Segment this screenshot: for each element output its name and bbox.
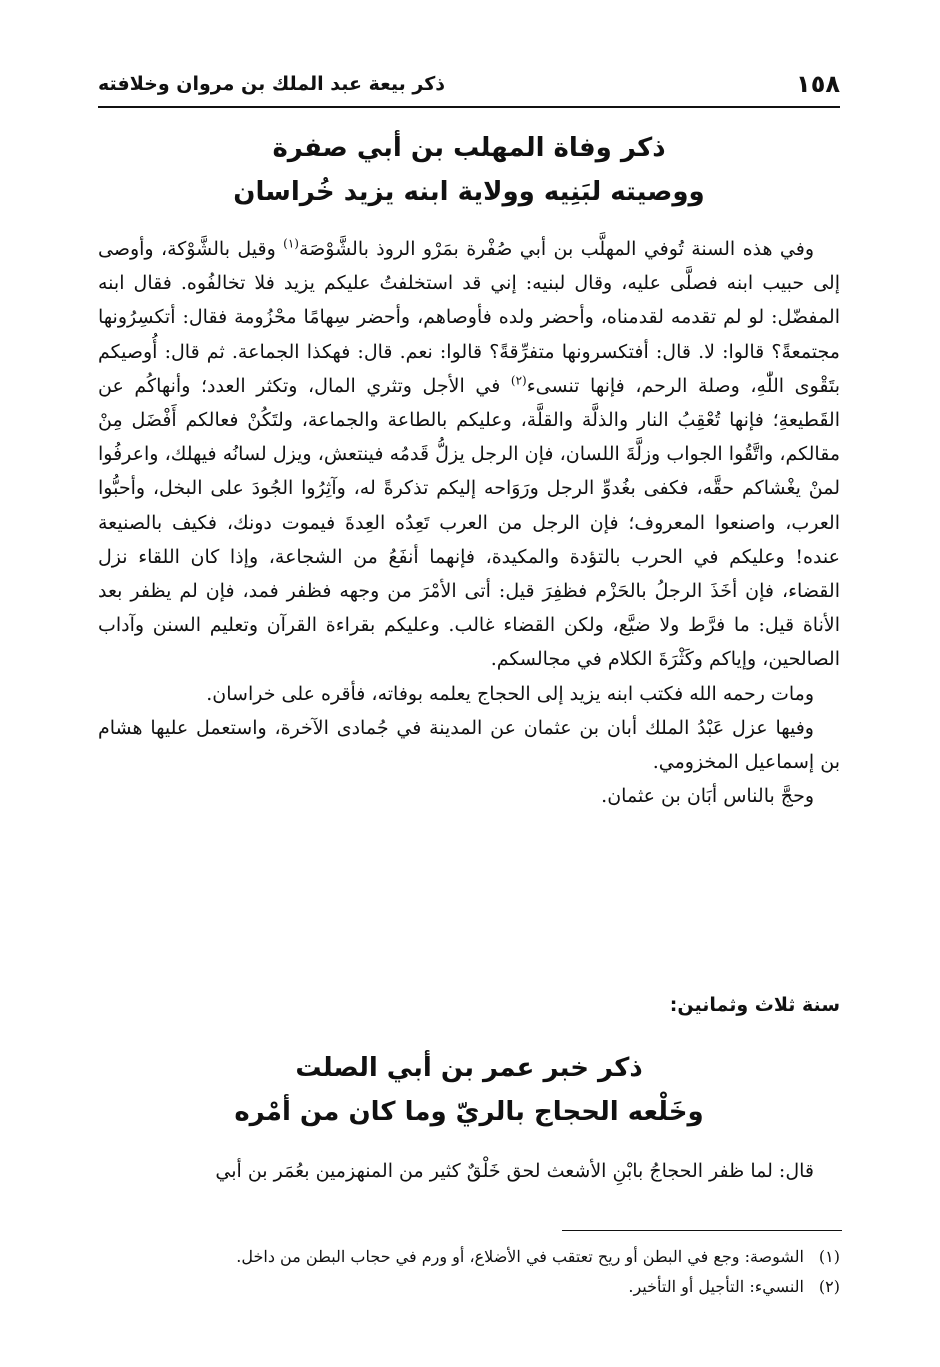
footnote-divider bbox=[562, 1230, 842, 1231]
section-heading-umar-ibn-abi-salt bbox=[98, 1046, 840, 1134]
paragraph-umar-story-start: قال: لما ظفر الحجاجُ بابْنِ الأشعث لحق خَلْقٌ كثير من المنهزمين بعُمَر بن أبي bbox=[215, 1160, 814, 1182]
footnote-reference-1: (١) bbox=[283, 236, 299, 251]
paragraph-text-part-1: وفي هذه السنة تُوفي المهلَّب بن أبي صُفْرة بمَرْو الروذ بالشَّوْصَة bbox=[298, 238, 815, 260]
section-title-line-1: ذكر وفاة المهلب بن أبي صفرة bbox=[272, 133, 666, 163]
paragraph-text-part-2: وقيل بالشَّوْكة، وأوصى إلى حبيب ابنه فصلَّى عليه، وقال لبنيه: إني قد استخلفتُ عليكم يزيد فلا تخالفُوه. فقال ابنه المفضّل: لو لم تقدمه لقدمناه، وأحضر ولده فأوصاهم، وأحضر سِهامًا محْزُومة فقال: أتكسِرُونها مجتمعةً؟ قالوا: لا. قال: أفتكسرونها متفرِّقةً؟ قالوا: نعم. قال: فهكذا الجماعة. ثم قال: أُوصيكم بتَقْوى اللّٰهِ، وصلة الرحم، فإنها تنسىء bbox=[98, 238, 840, 397]
footnote-2 bbox=[98, 1272, 840, 1302]
section-heading-death-of-muhallab bbox=[98, 126, 840, 214]
footnotes bbox=[98, 1242, 840, 1302]
footnote-number: (٢) bbox=[818, 1277, 840, 1296]
paragraph-text-part-3: في الأجل وتثري المال، وتكثر العدد؛ وأنهاكُم عن القَطيعةِ؛ فإنها تُعْقِبُ النار والذلَّة والقلَّة، وعليكم بالطاعة والجماعة، ولتَكُنْ فعالكم أَفْضَل مِنْ مقالكم، واتَّقُوا الجواب وزلَّةَ اللسان، فإن الرجل يزلُّ قَدمُه فينتعش، ويزل لسانُه فيهلك، واعرفُوا لمنْ يغْشاكم حقَّه، فكفى بغُدوِّ الرجل ورَوَاحه إليكم تذكرةً له، وآثِرُوا الجُودَ على البخل، وأحبُّوا العرب، واصنعوا المعروف؛ فإن الرجل من العرب تَعِدُه العِدةَ فيموت دونك، فكيف بالصنيعة عنده! وعليكم في الحرب بالتؤدة والمكيدة، فإنهما أنفَعُ من الشجاعة، وإذا كان اللقاء نزل القضاء، فإن أخَذَ الرجلُ بالحَزْم فظفِرَ قيل: أتى الأمْرَ من وجهه فظفر فمد، فإن لم يظفر بعد الأناة قيل: ما فرَّط ولا ضيَّع، ولكن القضاء غالب. وعليكم بقراءة القرآن وتعليم السنن وآداب الصالحين، وإياكم وكَثْرَةَ الكلام في مجالسكم. bbox=[98, 374, 840, 671]
footnote-text: الشوصة: وجع في البطن أو ريح تعتقب في الأضلاع، أو ورم في حجاب البطن من داخل. bbox=[236, 1247, 804, 1266]
paragraph-governor-change: وفيها عزل عَبْدُ الملك أبان بن عثمان عن المدينة في جُمادى الآخرة، واستعمل عليها هشام بن إسماعيل المخزومي. bbox=[98, 716, 840, 774]
running-header bbox=[98, 62, 840, 108]
section-title-line-2: ووصيته لبَنِيه وولاية ابنه يزيد خُراسان bbox=[233, 177, 705, 207]
footnote-reference-2: (٢) bbox=[510, 373, 527, 388]
section-title-line-1: ذكر خبر عمر بن أبي الصلت bbox=[295, 1053, 643, 1083]
section-title-line-2: وخَلْعه الحجاج بالريّ وما كان من أمْره bbox=[234, 1097, 704, 1127]
paragraph-muhallab-testament bbox=[98, 232, 840, 677]
paragraph-death-notice: ومات رحمه الله فكتب ابنه يزيد إلى الحجاج يعلمه بوفاته، فأقره على خراسان. bbox=[206, 682, 814, 705]
footnote-number: (١) bbox=[818, 1247, 840, 1266]
body-text-block bbox=[98, 232, 840, 813]
footnote-text: النسيء: التأجيل أو التأخير. bbox=[628, 1277, 804, 1296]
footnote-1 bbox=[98, 1242, 840, 1272]
running-title: ذكر بيعة عبد الملك بن مروان وخلافته bbox=[98, 73, 445, 95]
paragraph-pilgrimage: وحجَّ بالناس أبَان بن عثمان. bbox=[601, 785, 814, 808]
page-number: ١٥٨ bbox=[796, 70, 840, 98]
body-text-block bbox=[98, 1154, 840, 1188]
year-heading: سنة ثلاث وثمانين: bbox=[669, 994, 840, 1016]
